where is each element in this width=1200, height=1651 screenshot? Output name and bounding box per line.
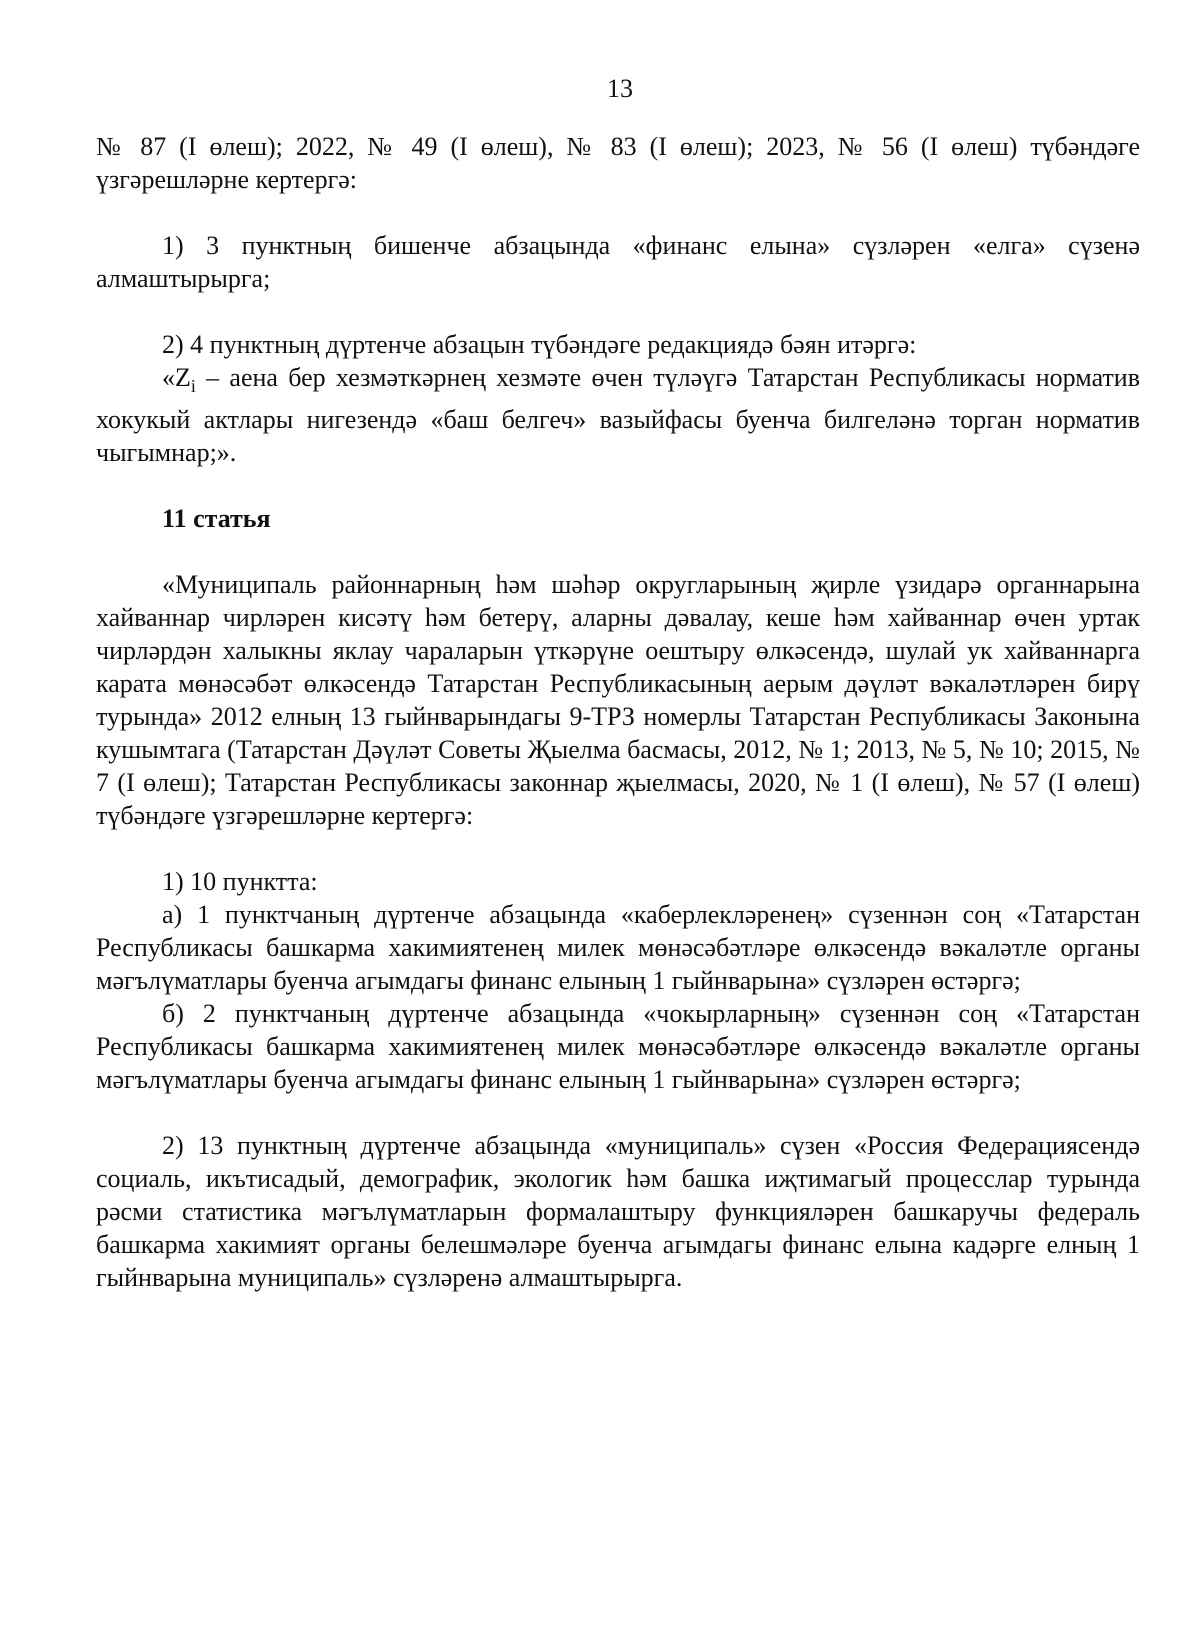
article-heading: 11 статья — [162, 504, 271, 534]
quote-subscript: i — [190, 376, 196, 397]
intro-paragraph: № 87 (I өлеш); 2022, № 49 (I өлеш), № 83 (I өлеш); 2023, № 56 (I өлеш) түбәндәге үзгәрешләрне кертергә: — [96, 132, 1140, 194]
sub-item-2: 2) 13 пунктның дүртенче абзацында «муниципаль» сүзен «Россия Федерациясендә социаль, икътисадый, демографик, экологик һәм башка иҗтимагый процесслар турында рәсми статистика мәгълүматларын формалаштыру функцияләрен башкаручы федераль башкарма хакимият органы белешмәләре буенча агымдагы финанс елына кадәрге елның 1 гыйнварына муниципаль» сүзләренә алмаштырырга. — [96, 1131, 1140, 1293]
sub-item-1b: б) 2 пунктчаның дүртенче абзацында «чокырларның» сүзеннән соң «Татарстан Республикасы башкарма хакимиятенең милек мөнәсәбәтләре өлкәсендә вәкаләтле органы мәгълүматлары буенча агымдагы финанс елының 1 гыйнварына» сүзләрен өстәргә; — [96, 999, 1140, 1095]
article-body-paragraph: «Муниципаль районнарның һәм шәһәр округларының җирле үзидарә органнарына хайваннар чирләрен кисәтү һәм бетерү, аларны дәвалау, кеше һәм хайваннар өчен уртак чирләрдән халыкны яклау чараларын үткәрүне оештыру өлкәсендә, шулай ук хайваннарга карата мөнәсәбәт өлкәсендә Татарстан Республикасының аерым дәүләт вәкаләтләрен бирү турында» 2012 елның 13 гыйнварындагы 9-ТРЗ номерлы Татарстан Республикасы Законына кушымтага (Татарстан Дәүләт Советы Җыелма басмасы, 2012, № 1; 2013, № 5, № 10; 2015, № 7 (I өлеш); Татарстан Республикасы законнар җыелмасы, 2020, № 1 (I өлеш), № 57 (I өлеш) түбәндәге үзгәрешләрне кертергә: — [96, 570, 1140, 831]
document-body — [96, 130, 1140, 1294]
amendment-item-2-quote — [96, 361, 1140, 469]
amendment-item-2-lead: 2) 4 пунктның дүртенче абзацын түбәндәге редакциядә бәян итәргә: — [162, 330, 917, 359]
sub-item-1-lead: 1) 10 пунктта: — [162, 867, 318, 897]
quote-prefix: «Z — [162, 363, 191, 392]
page-number: 13 — [607, 74, 633, 103]
sub-item-1a: а) 1 пунктчаның дүртенче абзацында «каберлекләренең» сүзеннән соң «Татарстан Республикасы башкарма хакимиятенең милек мөнәсәбәтләре өлкәсендә вәкаләтле органы мәгълүматлары буенча агымдагы финанс елының 1 гыйнварына» сүзләрен өстәргә; — [96, 900, 1140, 996]
amendment-item-1: 1) 3 пунктның бишенче абзацында «финанс елына» сүзләрен «елга» сүзенә алмаштырырга; — [96, 231, 1140, 293]
quote-rest: – аена бер хезмәткәрнең хезмәте өчен түләүгә Татарстан Республикасы норматив хокукый актлары нигезендә «баш белгеч» вазыйфасы буенча билгеләнә торган норматив чыгымнар;». — [96, 363, 1140, 468]
